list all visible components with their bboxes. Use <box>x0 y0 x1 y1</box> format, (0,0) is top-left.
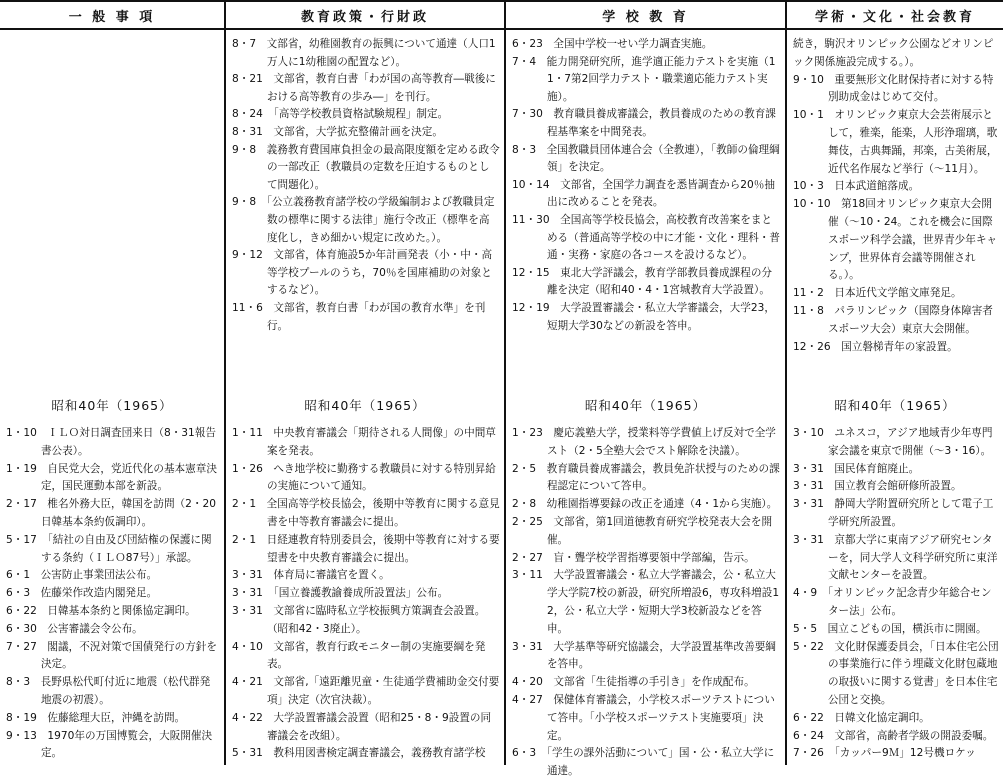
entry-text: 保健体育審議会，小学校スポーツテストについて答申。「小学校スポーツテスト実施要項」決定。 <box>546 693 775 742</box>
entry-date: 3・31 <box>793 498 824 511</box>
entry-date: 12・26 <box>793 340 831 353</box>
entry-text: 文部省，教育白書「わが国の教育水準」を刊行。 <box>266 301 486 332</box>
entry-date: 3・31 <box>512 640 543 653</box>
chronology-entry <box>6 496 220 532</box>
chronology-entry <box>512 692 781 745</box>
chronology-entry <box>232 674 500 710</box>
chronology-entry <box>6 532 220 568</box>
chronology-entry <box>6 710 220 728</box>
chronology-entry <box>512 177 781 212</box>
entry-text: 公害防止事業団法公布。 <box>40 569 158 582</box>
chronology-entry <box>512 212 781 265</box>
chronology-entry <box>6 728 220 764</box>
entry-date: 4・20 <box>512 676 543 689</box>
entry-date: 1・10 <box>6 427 37 439</box>
entry-date: 8・19 <box>6 711 37 724</box>
entry-date: 12・19 <box>512 301 550 314</box>
entry-date: 6・30 <box>6 622 37 635</box>
chronology-entry <box>232 71 500 106</box>
entry-date: 2・1 <box>232 498 257 511</box>
chronology-entry <box>6 674 220 710</box>
entry-date: 2・27 <box>512 551 543 564</box>
entry-date: 9・13 <box>6 729 37 742</box>
entry-text: 国立教育会館研修所設置。 <box>834 480 962 493</box>
entry-text: 全国高等学校長協会，後期中等教育に関する意見書を中等教育審議会に提出。 <box>266 498 500 528</box>
chronology-entry <box>232 710 500 746</box>
chronology-entry <box>512 514 781 550</box>
entry-date: 11・30 <box>512 213 550 226</box>
entry-date: 3・31 <box>793 462 824 475</box>
chronology-entry <box>512 300 781 335</box>
column-culture-social <box>785 0 1003 765</box>
entry-text: 椎名外務大臣，韓国を訪問（2・20日韓基本条約仮調印）。 <box>40 498 216 528</box>
entry-text: 能力開発研究所，進学適正能力テストを実施（11・7第2回学力テスト・職業適応能力テスト実施）。 <box>546 55 776 103</box>
entry-date: 5・17 <box>6 533 37 546</box>
entry-date: 9・10 <box>793 73 824 86</box>
entry-text: 大学設置審議会・私立大学審議会，公・私立大学大学院7校の新設，研究所増設6，専攻科増設12，公・私立大学・短期大学3校新設などを答申。 <box>546 569 780 635</box>
chronology-entry <box>232 194 500 247</box>
entry-date: 4・22 <box>232 711 263 724</box>
entry-text: 京都大学に東南アジア研究センターを，同大学人文科学研究所に東洋文献センターを設置。 <box>827 533 998 582</box>
chronology-entry <box>232 496 500 532</box>
chronology-entry <box>793 285 999 303</box>
entry-text: 「結社の自由及び団結権の保護に関する条約（ＩＬＯ87号）」承認。 <box>40 533 212 564</box>
entry-text: 文部省，第1回道徳教育研究学校発表大会を開催。 <box>546 515 773 546</box>
chronology-entry <box>232 532 500 568</box>
chronology-entry <box>512 745 781 781</box>
column-general <box>0 0 224 765</box>
chronology-entry <box>793 728 999 746</box>
chronology-entry <box>232 106 500 124</box>
entry-date: 5・31 <box>232 747 263 760</box>
chronology-entry <box>6 639 220 675</box>
entry-date: 6・22 <box>6 604 37 617</box>
entry-date: 11・8 <box>793 304 824 317</box>
chronology-entry <box>512 106 781 141</box>
entry-text: 体育局に審議官を置く。 <box>273 569 390 582</box>
entry-date: 2・5 <box>512 462 537 475</box>
entry-date: 12・15 <box>512 266 550 279</box>
entry-text: 文化財保護委員会，「日本住宅公団の事業施行に伴う埋蔵文化財包蔵地の取扱いに関する覚書」を日本住宅公団と交換。 <box>827 640 999 706</box>
entry-text: 教育職員養成審議会，教員免許状授与のための課程認定について答申。 <box>546 462 780 493</box>
chronology-entry <box>232 639 500 675</box>
entries-1965 <box>793 425 999 763</box>
chronology-entry <box>793 339 999 357</box>
chronology-entry <box>6 603 220 621</box>
entries-1965 <box>232 425 500 763</box>
entry-text: 公害審議会令公布。 <box>47 622 143 635</box>
entry-date: 10・10 <box>793 198 831 211</box>
year-heading: 昭和40年（1965） <box>834 398 956 413</box>
entry-date: 6・22 <box>793 711 824 724</box>
entry-date: 7・4 <box>512 55 537 68</box>
entry-date: 3・31 <box>793 533 824 546</box>
chronology-entry <box>512 461 781 497</box>
entry-text: 文部省，教育行政モニター制の実施要綱を発表。 <box>266 640 486 671</box>
entry-text: 「学生の課外活動について」国・公・私立大学に通達。 <box>546 747 775 778</box>
entry-text: 文部省，全国学力調査を悉皆調査から20％抽出に改めることを発表。 <box>546 178 775 209</box>
entry-date: 3・31 <box>232 569 263 582</box>
entry-date: 2・8 <box>512 498 537 511</box>
chronology-entry <box>793 425 999 461</box>
entry-date: 4・21 <box>232 676 263 689</box>
entry-text: 1970年の万国博覧会，大阪開催決定。 <box>40 729 213 760</box>
chronology-entry <box>512 496 781 514</box>
chronology-entry <box>512 142 781 177</box>
entry-text: 盲・聾学校学習指導要領中学部編，告示。 <box>553 551 755 564</box>
entry-text: 日本近代文学館文庫発足。 <box>834 287 962 300</box>
entry-text: 全国教職員団体連合会（全教連），「教師の倫理綱領」を決定。 <box>546 143 780 174</box>
chronology-entry <box>793 478 999 496</box>
entry-text: 日韓基本条約と関係協定調印。 <box>47 604 196 617</box>
entry-text: 全国中学校一せい学力調査実施。 <box>553 38 713 50</box>
entry-text: 長野県松代町付近に地震（松代群発地震の初震）。 <box>40 676 211 706</box>
chronology-entry <box>793 36 999 72</box>
chronology-entry <box>793 178 999 196</box>
entry-date: 3・31 <box>232 587 263 600</box>
chronology-entry <box>512 674 781 692</box>
column-header: 学術・文化・社会教育 <box>787 0 1003 30</box>
chronology-entry <box>793 532 999 585</box>
entry-date: 11・6 <box>232 301 263 314</box>
chronology-entry <box>6 567 220 585</box>
entry-date: 2・17 <box>6 498 37 511</box>
entry-text: 佐藤栄作改造内閣発足。 <box>40 587 158 600</box>
entry-date: 10・14 <box>512 178 550 191</box>
chronology-entry <box>232 36 500 71</box>
entry-date: 2・1 <box>232 533 257 546</box>
column-header: 学 校 教 育 <box>506 0 785 30</box>
chronology-entry <box>793 72 999 108</box>
entry-date: 10・1 <box>793 109 824 122</box>
entry-text: へき地学校に勤務する教職員に対する特別昇給の実施について通知。 <box>266 462 496 493</box>
entry-text: 日経連教育特別委員会，後期中等教育に対する要望書を中央教育審議会に提出。 <box>266 533 500 564</box>
entry-date: 9・8 <box>232 143 257 156</box>
entry-text: 国立磐梯青年の家設置。 <box>841 340 958 353</box>
entries-1964 <box>232 36 500 335</box>
entry-text: ユネスコ，アジア地域青少年専門家会議を東京で開催（～3・16）。 <box>827 427 993 457</box>
entry-date: 8・3 <box>512 143 537 156</box>
entry-date: 1・19 <box>6 462 37 475</box>
entry-date: 9・12 <box>232 249 263 262</box>
entry-date: 4・9 <box>793 587 818 600</box>
entry-text: 第18回オリンピック東京大会開催（～10・24。これを機会に国際スポーツ科学会議，世界青少年キャンプ，世界体育会議等開催される。）。 <box>827 198 998 282</box>
year-heading: 昭和40年（1965） <box>584 398 707 413</box>
chronology-entry <box>232 585 500 603</box>
entry-text: 国民体育館廃止。 <box>834 462 920 475</box>
column-header: 一 般 事 項 <box>0 0 224 30</box>
entry-date: 6・1 <box>6 569 31 582</box>
entry-date: 5・5 <box>793 622 818 635</box>
column-header: 教育政策・行財政 <box>226 0 504 30</box>
chronology-entry <box>512 550 781 568</box>
entry-date: 8・7 <box>232 38 257 50</box>
entry-text: 全国高等学校長協会，高校教育改善案をまとめる（普通高等学校の中に才能・文化・理科・普通・実務・家庭の各コースを設けるなど）。 <box>546 213 781 262</box>
chronology-entry <box>512 36 781 54</box>
chronology-entry <box>793 303 999 339</box>
entry-date: 4・10 <box>232 640 263 653</box>
entries-1965 <box>512 425 781 781</box>
entry-text: 教科用図書検定調査審議会，義務教育諸学校 <box>273 747 486 760</box>
entry-date: 7・30 <box>512 108 543 121</box>
year-heading: 昭和40年（1965） <box>51 398 173 413</box>
entry-text: 大学設置審議会設置（昭和25・8・9設置の同審議会を改組）。 <box>266 711 492 742</box>
entry-date: 6・23 <box>512 38 543 50</box>
entry-text: 続き，駒沢オリンピック公園などオリンピック関係施設完成する。）。 <box>793 38 994 68</box>
chronology-entry <box>793 196 999 285</box>
entry-text: 文部省に臨時私立学校振興方策調査会設置。（昭和42・3廃止）。 <box>266 604 486 635</box>
chronology-entry <box>512 639 781 675</box>
entry-text: 日本武道館落成。 <box>834 180 920 193</box>
entry-text: 文部省，体育施設5か年計画発表（小・中・高等学校プールのうち，70％を国庫補助の対象とするなど）。 <box>266 249 493 297</box>
chronology-entry <box>512 425 781 461</box>
chronology-entry <box>793 710 999 728</box>
chronology-entry <box>232 461 500 497</box>
entry-date: 7・26 <box>793 747 824 760</box>
entry-text: 重要無形文化財保持者に対する特別助成金はじめて交付。 <box>827 73 994 104</box>
entry-text: 慶応義塾大学，授業料等学費値上げ反対で全学スト（2・5全塾大会でスト解除を決議）。 <box>546 427 776 457</box>
chronology-entry <box>793 496 999 532</box>
entry-text: 文部省，大学拡充整備計画を決定。 <box>273 125 443 138</box>
entry-date: 8・24 <box>232 108 263 121</box>
entry-date: 8・21 <box>232 73 263 86</box>
entry-text: 文部省，幼稚園教育の振興について通達（人口1万人に1幼稚園の配置など）。 <box>266 38 496 68</box>
entry-date: 8・3 <box>6 676 31 689</box>
entry-text: 「国立養護教諭養成所設置法」公布。 <box>273 587 449 600</box>
chronology-entry <box>232 603 500 639</box>
entry-text: 義務教育費国庫負担金の最高限度額を定める政令の一部改正（教職員の定数を圧迫するものとして問題化）。 <box>266 143 500 191</box>
chronology-entry <box>793 621 999 639</box>
chronology-entry <box>232 300 500 335</box>
entry-text: ＩＬＯ対日調査団来日（8・31報告書公表）。 <box>40 427 216 457</box>
entry-text: 東北大学評議会，教育学部教員養成課程の分離を決定（昭和40・4・1宮城教育大学設置）。 <box>546 266 773 297</box>
entry-text: 佐藤総理大臣，沖縄を訪問。 <box>47 711 186 724</box>
chronology-entry <box>512 54 781 107</box>
entry-date: 8・31 <box>232 125 263 138</box>
chronology-entry <box>512 567 781 638</box>
chronology-entry <box>6 425 220 461</box>
entries-1964 <box>512 36 781 335</box>
entries-1965 <box>6 425 220 763</box>
entry-text: 文部省，高齢者学級の開設委嘱。 <box>834 729 994 742</box>
chronology-entry <box>6 621 220 639</box>
entry-text: 文部省,「遠距離児童・生徒通学費補助金交付要項」決定（次官決裁）。 <box>266 676 500 706</box>
entries-1964 <box>793 36 999 356</box>
entry-date: 9・8 <box>232 196 257 209</box>
column-education-policy <box>224 0 504 765</box>
chronology-entry <box>232 247 500 300</box>
entry-text: 「カッパー9Ｍ」12号機ロケッ <box>834 747 976 760</box>
entry-date: 6・3 <box>512 747 537 760</box>
entry-date: 1・11 <box>232 427 263 439</box>
entry-text: 日韓文化協定調印。 <box>834 711 930 724</box>
entry-text: 自民党大会，党近代化の基本憲章決定，国民運動本部を新設。 <box>40 462 217 493</box>
entry-date: 3・10 <box>793 427 824 439</box>
entry-text: パラリンピック（国際身体障害者スポーツ大会）東京大会開催。 <box>827 304 993 335</box>
chronology-entry <box>232 567 500 585</box>
chronology-entry <box>793 639 999 710</box>
year-heading: 昭和40年（1965） <box>304 398 426 413</box>
chronology-entry <box>232 745 500 763</box>
entry-text: 大学基準等研究協議会，大学設置基準改善要綱を答申。 <box>546 640 776 671</box>
chronology-entry <box>512 265 781 300</box>
entry-text: 閣議，不況対策で国債発行の方針を決定。 <box>40 640 217 671</box>
entry-date: 3・31 <box>793 480 824 493</box>
entry-text: 静岡大学附置研究所として電子工学研究所設置。 <box>827 498 994 528</box>
entry-text: 「高等学校教員資格試験規程」制定。 <box>273 108 449 121</box>
entry-text: 中央教育審議会「期待される人間像」の中間草案を発表。 <box>266 427 496 457</box>
entry-text: 教育職員養成審議会，教員養成のための教育課程基準案を中間発表。 <box>546 108 776 138</box>
entry-date: 1・23 <box>512 427 543 439</box>
entry-text: オリンピック東京大会芸術展示として，雅楽，能楽，人形浄瑠璃，歌舞伎，古典舞踊，邦楽，古美術展，近代名作展など挙行（～11月）。 <box>827 109 998 175</box>
chronology-entry <box>793 585 999 621</box>
entry-date: 2・25 <box>512 515 543 528</box>
chronology-entry <box>793 461 999 479</box>
entry-date: 3・31 <box>232 604 263 617</box>
chronology-entry <box>232 124 500 142</box>
chronology-entry <box>793 745 999 763</box>
entry-text: 文部省，教育白書「わが国の高等教育―戦後における高等教育の歩み―」を刊行。 <box>266 73 496 103</box>
entry-date: 10・3 <box>793 180 824 193</box>
chronology-entry <box>232 142 500 195</box>
entry-text: 「公立義務教育諸学校の学級編制および教職員定数の標準に関する法律」施行令改正（標準を高度化し，きめ細かい規定に改めた。）。 <box>266 196 495 244</box>
entry-date: 6・3 <box>6 587 31 600</box>
entry-date: 1・26 <box>232 462 263 475</box>
entry-date: 7・27 <box>6 640 37 653</box>
chronology-entry <box>793 107 999 178</box>
entry-date: 5・22 <box>793 640 824 653</box>
entry-text: 幼稚園指導要録の改正を通達（4・1から実施）。 <box>546 498 778 511</box>
entry-text: 文部省「生徒指導の手引き」を作成配布。 <box>553 676 755 689</box>
entry-date: 3・11 <box>512 569 543 582</box>
entry-date: 11・2 <box>793 287 824 300</box>
entry-date: 6・24 <box>793 729 824 742</box>
entry-text: 「オリンピック記念青少年総合センター法」公布。 <box>827 587 992 617</box>
column-school-education <box>504 0 785 778</box>
entry-text: 大学設置審議会・私立大学審議会，大学23，短期大学30などの新設を答申。 <box>546 301 775 332</box>
chronology-entry <box>6 461 220 497</box>
entry-text: 国立こどもの国，横浜市に開園。 <box>827 622 987 635</box>
chronology-entry <box>232 425 500 461</box>
entry-date: 4・27 <box>512 693 543 706</box>
chronology-entry <box>6 585 220 603</box>
